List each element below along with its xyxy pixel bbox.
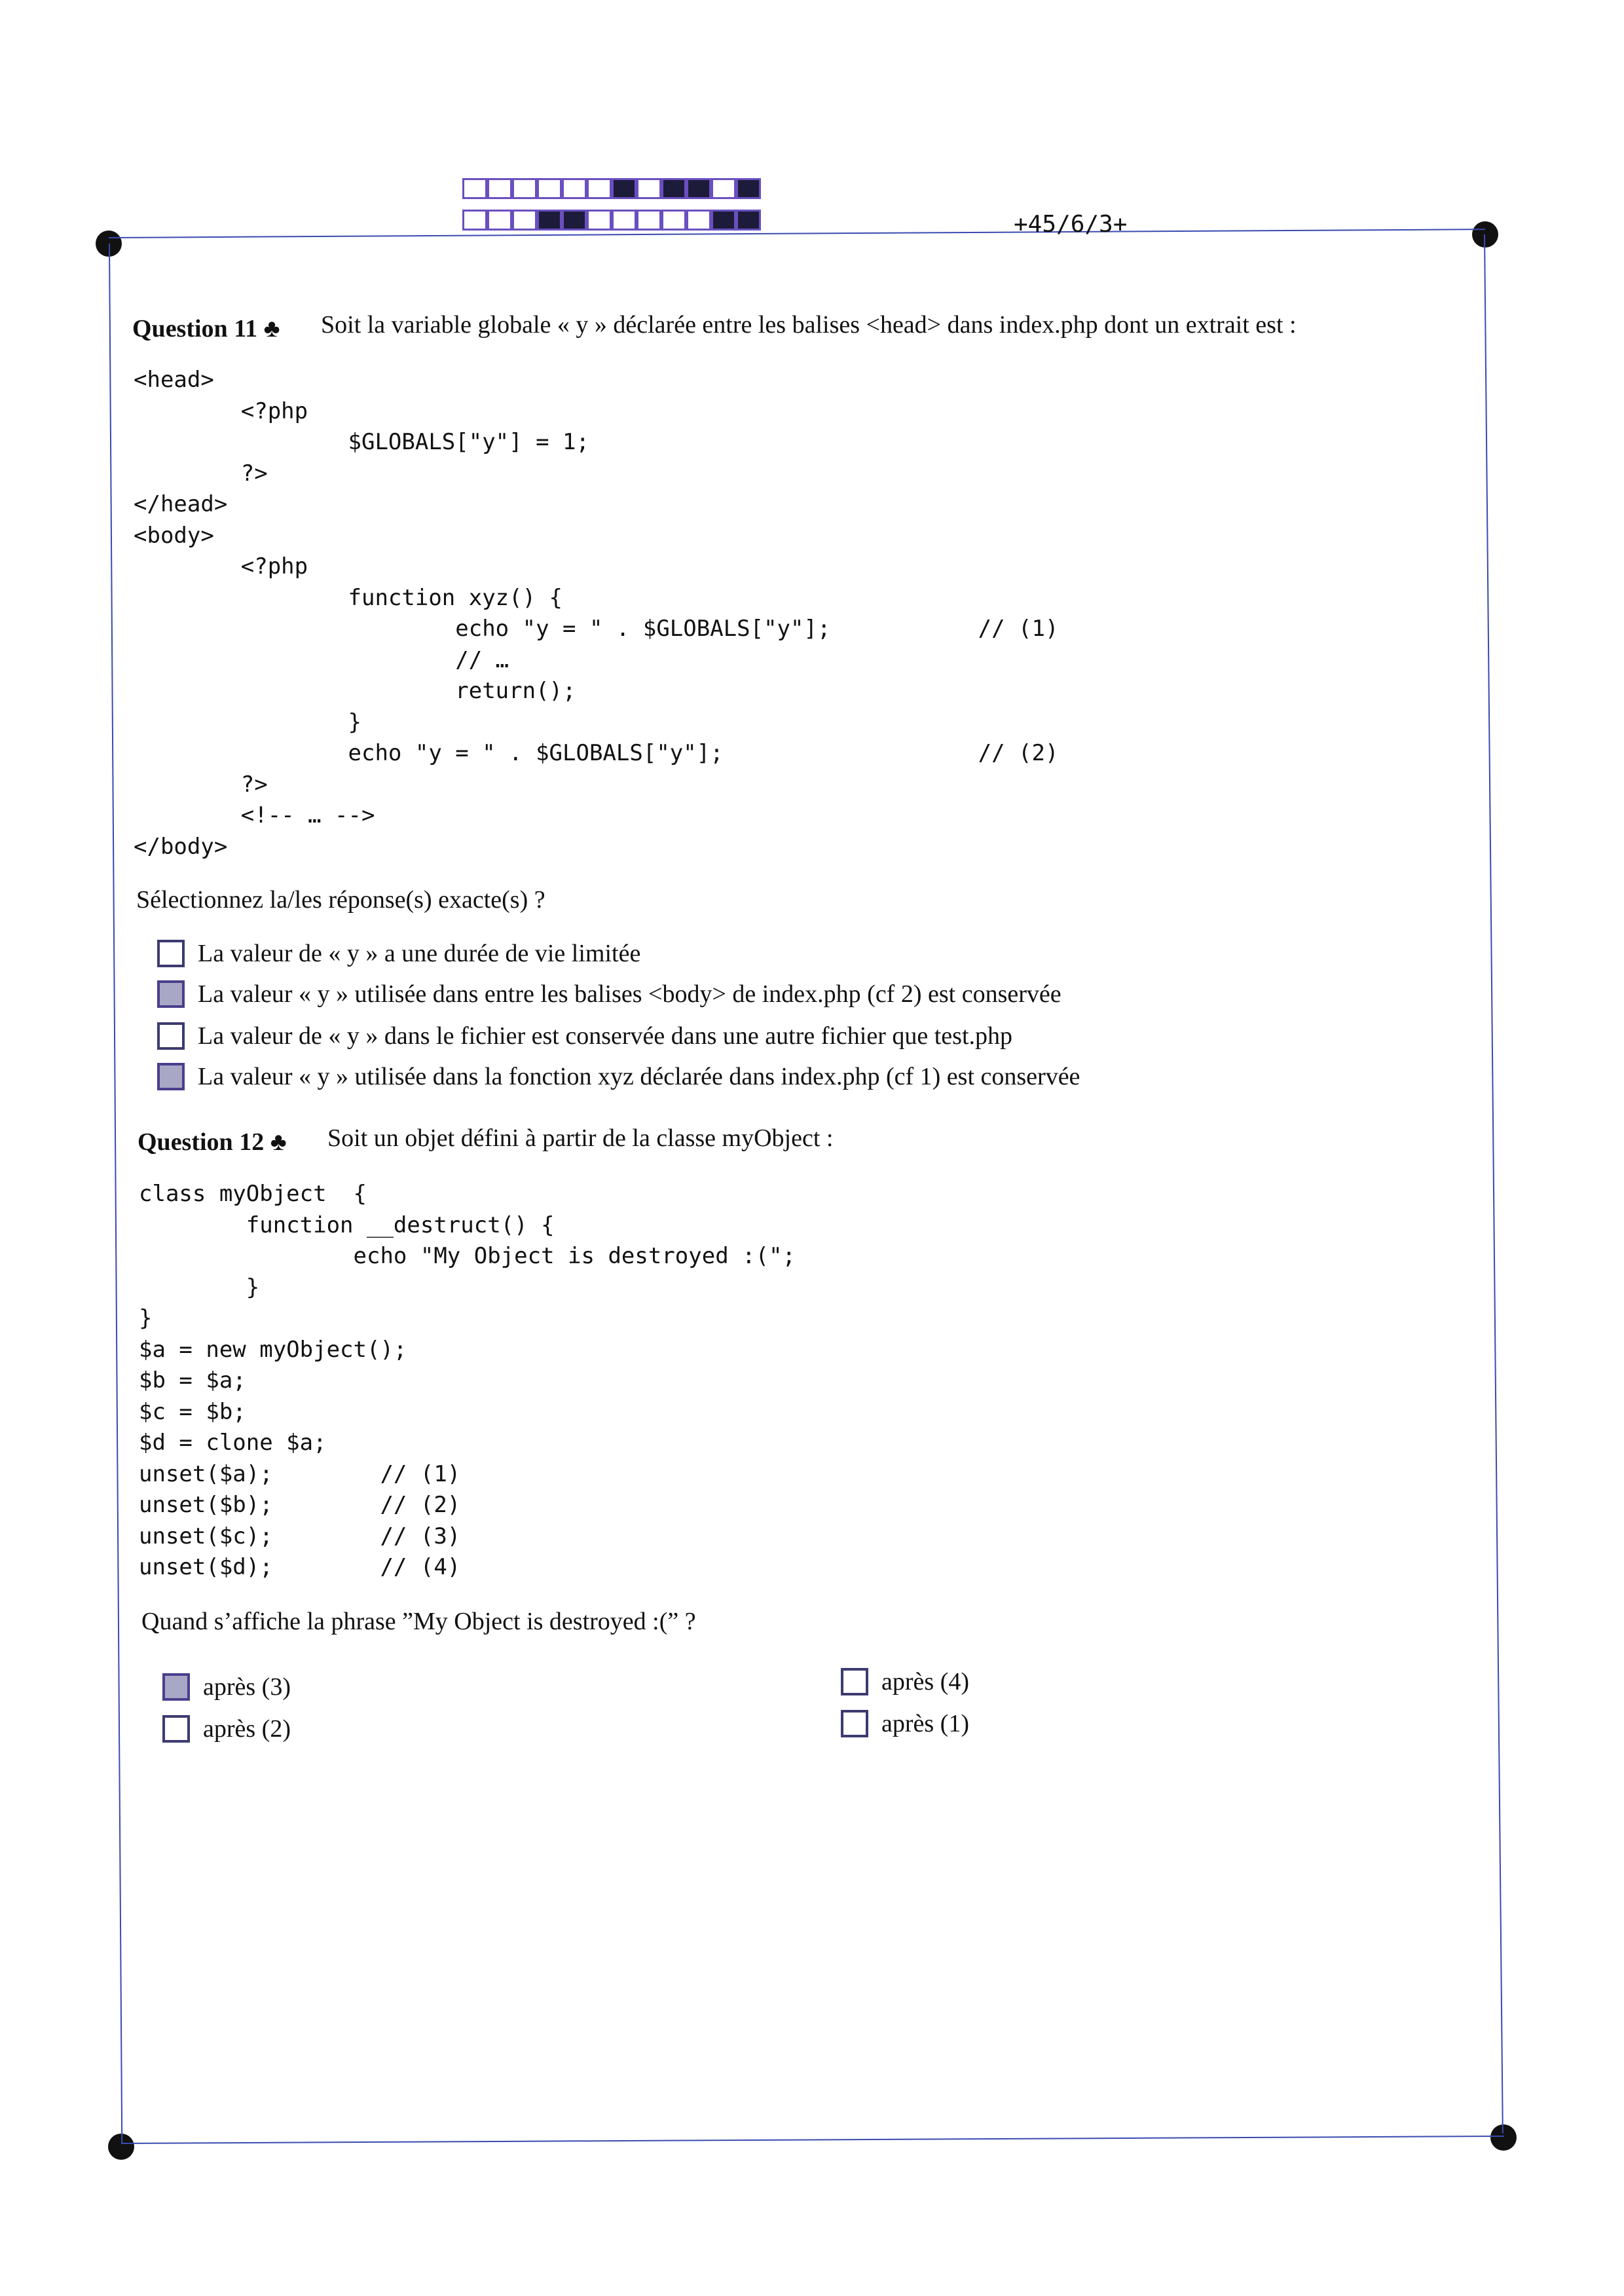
checkbox[interactable]	[162, 1715, 190, 1743]
checkbox[interactable]	[841, 1710, 868, 1737]
q12-option-3[interactable]	[841, 1667, 969, 1696]
frame-top	[109, 229, 1485, 238]
question-11-prompt: Sélectionnez la/les réponse(s) exacte(s) ?	[136, 886, 545, 914]
barcode-cell	[686, 210, 711, 231]
q11-option-2[interactable]	[157, 980, 1061, 1009]
barcode-row-1	[462, 178, 761, 199]
question-11-code: <head> <?php $GLOBALS["y"] = 1; ?> </head> <body> <?php function xyz() { echo "y = " . $GLOBALS["y"]; // (1) // … return(); } echo "y = " . $GLOBALS["y"]; // (2) ?> <!-- … --> </body>	[134, 367, 1059, 860]
option-label: après (1)	[881, 1710, 969, 1737]
barcode-cell	[512, 210, 537, 231]
barcode-cell	[686, 178, 711, 199]
checkbox[interactable]	[157, 980, 185, 1008]
checkbox[interactable]	[157, 1063, 185, 1090]
page-code: +45/6/3+	[1014, 211, 1128, 238]
q11-option-4[interactable]	[157, 1062, 1080, 1091]
q12-option-1[interactable]	[162, 1673, 291, 1701]
option-label: après (4)	[881, 1668, 969, 1695]
checkbox[interactable]	[157, 1022, 185, 1050]
question-12-prompt: Quand s’affiche la phrase ”My Object is destroyed :(” ?	[141, 1608, 696, 1635]
barcode-cell	[462, 210, 487, 231]
barcode-cell	[487, 210, 512, 231]
option-label: La valeur « y » utilisée dans entre les balises <body> de index.php (cf 2) est conservée	[198, 980, 1061, 1008]
option-label: après (3)	[203, 1673, 291, 1701]
option-label: La valeur de « y » dans le fichier est conservée dans une autre fichier que test.php	[198, 1022, 1012, 1050]
barcode-cell	[661, 178, 686, 199]
barcode-cell	[537, 210, 562, 231]
question-11-title: Question 11 ♣	[132, 315, 280, 343]
checkbox[interactable]	[162, 1673, 190, 1701]
frame-left	[109, 244, 122, 2143]
barcode-cell	[487, 178, 512, 199]
barcode-cell	[637, 210, 661, 231]
option-label: après (2)	[203, 1715, 291, 1743]
barcode-cell	[736, 210, 761, 231]
barcode-cell	[736, 178, 761, 199]
question-11-text: Soit la variable globale « y » déclarée entre les balises <head> dans index.php dont un extrait est :	[321, 311, 1297, 339]
option-label: La valeur « y » utilisée dans la fonction xyz déclarée dans index.php (cf 1) est conservée	[198, 1063, 1080, 1090]
barcode-cell	[711, 178, 736, 199]
q12-option-2[interactable]	[162, 1714, 291, 1743]
barcode-cell	[512, 178, 537, 199]
barcode-row-2	[462, 210, 761, 231]
question-12-title: Question 12 ♣	[138, 1128, 287, 1156]
barcode-cell	[537, 178, 562, 199]
barcode-cell	[711, 210, 736, 231]
frame-bottom	[121, 2136, 1504, 2144]
q11-option-3[interactable]	[157, 1022, 1012, 1050]
barcode-cell	[612, 210, 637, 231]
barcode-cell	[562, 210, 587, 231]
barcode-cell	[462, 178, 487, 199]
barcode-cell	[587, 178, 612, 199]
frame-right	[1484, 234, 1504, 2134]
barcode-cell	[587, 210, 612, 231]
checkbox[interactable]	[157, 940, 185, 967]
question-12-code: class myObject { function __destruct() { echo "My Object is destroyed :("; } } $a = new myObject(); $b = $a; $c = $b; $d = clone $a; unset($a); // (1) unset($b); // (2) unset($c); // (3) unset($d); // (4)	[139, 1181, 796, 1580]
option-label: La valeur de « y » a une durée de vie limitée	[198, 940, 641, 967]
question-12-text: Soit un objet défini à partir de la classe myObject :	[327, 1124, 834, 1152]
barcode-cell	[637, 178, 661, 199]
corner-mark-bottom-right	[1490, 2124, 1517, 2151]
q11-option-1[interactable]	[157, 939, 640, 968]
barcode-cell	[612, 178, 637, 199]
checkbox[interactable]	[841, 1668, 868, 1695]
barcode-cell	[562, 178, 587, 199]
barcode-cell	[661, 210, 686, 231]
q12-option-4[interactable]	[841, 1709, 969, 1738]
